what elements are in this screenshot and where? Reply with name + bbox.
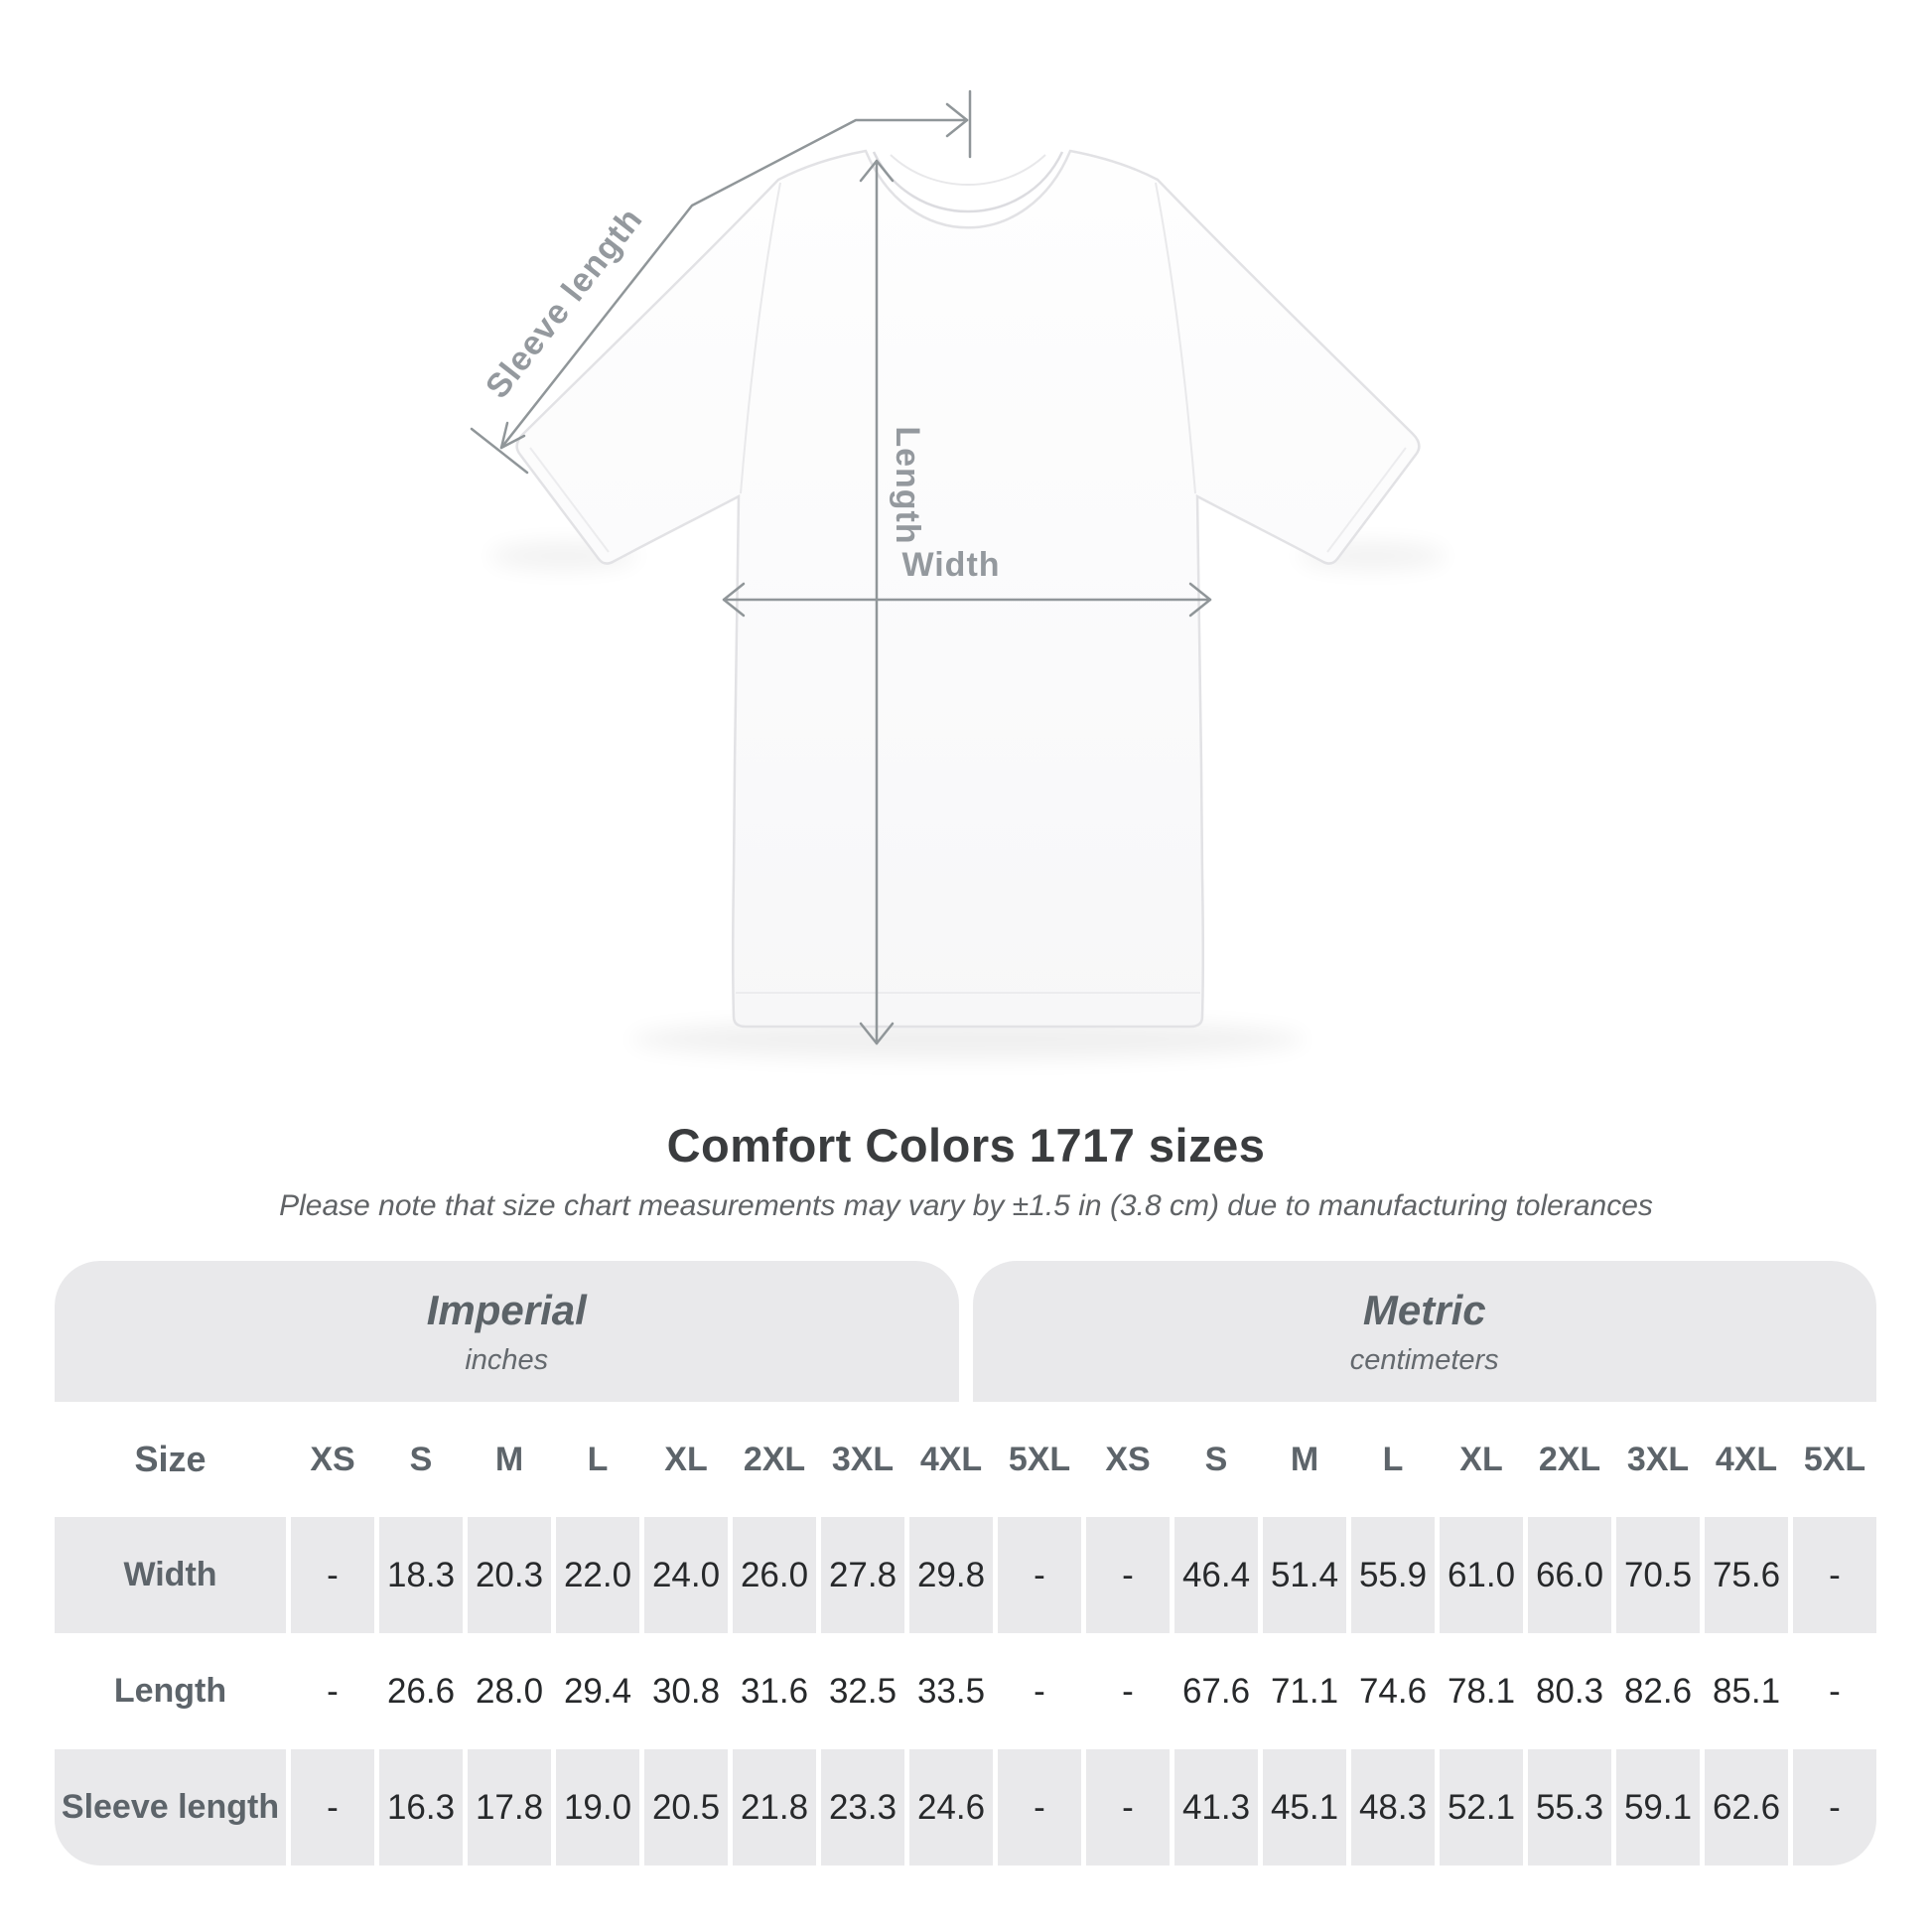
size-col-header: S xyxy=(1174,1402,1258,1517)
value-cell: 67.6 xyxy=(1174,1633,1258,1749)
value-cell: 29.4 xyxy=(556,1633,639,1749)
row-label: Width xyxy=(55,1517,286,1633)
value-cell: 82.6 xyxy=(1616,1633,1700,1749)
value-cell: 70.5 xyxy=(1616,1517,1700,1633)
value-cell: 20.3 xyxy=(468,1517,551,1633)
value-cell: 33.5 xyxy=(909,1633,993,1749)
value-cell: - xyxy=(291,1633,374,1749)
size-col-header: M xyxy=(1263,1402,1346,1517)
value-cell: 61.0 xyxy=(1440,1517,1523,1633)
page-title: Comfort Colors 1717 sizes xyxy=(666,1119,1266,1172)
page-subtitle: Please note that size chart measurements may vary by ±1.5 in (3.8 cm) due to manufacturing tolerances xyxy=(279,1189,1653,1222)
size-column-header: Size xyxy=(55,1402,286,1517)
value-cell: 45.1 xyxy=(1263,1749,1346,1865)
value-cell: 26.0 xyxy=(733,1517,816,1633)
value-cell: 24.0 xyxy=(644,1517,728,1633)
size-col-header: 3XL xyxy=(821,1402,904,1517)
tshirt-outline xyxy=(517,151,1420,1027)
size-col-header: XL xyxy=(644,1402,728,1517)
size-chart-table xyxy=(55,1261,1876,1865)
value-cell: 55.9 xyxy=(1351,1517,1435,1633)
value-cell: - xyxy=(1086,1749,1170,1865)
value-cell: 48.3 xyxy=(1351,1749,1435,1865)
value-cell: 52.1 xyxy=(1440,1749,1523,1865)
value-cell: 59.1 xyxy=(1616,1749,1700,1865)
value-cell: 74.6 xyxy=(1351,1633,1435,1749)
value-cell: 21.8 xyxy=(733,1749,816,1865)
value-cell: - xyxy=(1793,1749,1876,1865)
imperial-band-unit: inches xyxy=(465,1343,549,1376)
value-cell: 27.8 xyxy=(821,1517,904,1633)
size-col-header: L xyxy=(556,1402,639,1517)
imperial-band-title: Imperial xyxy=(426,1286,587,1333)
value-cell: 31.6 xyxy=(733,1633,816,1749)
value-cell: 17.8 xyxy=(468,1749,551,1865)
value-cell: 75.6 xyxy=(1705,1517,1788,1633)
unit-band-row xyxy=(55,1261,1876,1402)
value-cell: 20.5 xyxy=(644,1749,728,1865)
size-col-header: S xyxy=(379,1402,463,1517)
size-col-header: 4XL xyxy=(909,1402,993,1517)
value-cell: - xyxy=(998,1749,1081,1865)
value-cell: - xyxy=(998,1517,1081,1633)
value-cell: 28.0 xyxy=(468,1633,551,1749)
value-cell: 80.3 xyxy=(1528,1633,1611,1749)
value-cell: - xyxy=(998,1633,1081,1749)
value-cell: 19.0 xyxy=(556,1749,639,1865)
metric-band-unit: centimeters xyxy=(1349,1343,1499,1376)
width-label: Width xyxy=(901,546,1001,584)
value-cell: 32.5 xyxy=(821,1633,904,1749)
metric-band xyxy=(973,1261,1877,1402)
size-col-header: 2XL xyxy=(1528,1402,1611,1517)
value-cell: 26.6 xyxy=(379,1633,463,1749)
value-cell: 46.4 xyxy=(1174,1517,1258,1633)
size-col-header: XL xyxy=(1440,1402,1523,1517)
value-cell: 71.1 xyxy=(1263,1633,1346,1749)
length-label: Length xyxy=(889,426,926,545)
size-col-header: M xyxy=(468,1402,551,1517)
value-cell: 22.0 xyxy=(556,1517,639,1633)
size-col-header: L xyxy=(1351,1402,1435,1517)
imperial-band xyxy=(55,1261,959,1402)
value-cell: 85.1 xyxy=(1705,1633,1788,1749)
value-cell: 78.1 xyxy=(1440,1633,1523,1749)
value-cell: 41.3 xyxy=(1174,1749,1258,1865)
size-col-header: XS xyxy=(291,1402,374,1517)
size-col-header: 5XL xyxy=(1793,1402,1876,1517)
sleeve-length-label: Sleeve length xyxy=(478,201,650,406)
value-cell: - xyxy=(1793,1633,1876,1749)
value-cell: - xyxy=(291,1749,374,1865)
value-cell: - xyxy=(1086,1517,1170,1633)
size-col-header: 4XL xyxy=(1705,1402,1788,1517)
value-cell: 66.0 xyxy=(1528,1517,1611,1633)
size-col-header: 3XL xyxy=(1616,1402,1700,1517)
value-cell: 16.3 xyxy=(379,1749,463,1865)
value-cell: - xyxy=(291,1517,374,1633)
row-label: Length xyxy=(55,1633,286,1749)
size-col-header: 5XL xyxy=(998,1402,1081,1517)
back-collar-line xyxy=(891,155,1045,185)
value-cell: - xyxy=(1793,1517,1876,1633)
value-cell: 55.3 xyxy=(1528,1749,1611,1865)
value-cell: 18.3 xyxy=(379,1517,463,1633)
value-cell: 24.6 xyxy=(909,1749,993,1865)
value-cell: 62.6 xyxy=(1705,1749,1788,1865)
value-cell: 30.8 xyxy=(644,1633,728,1749)
value-cell: 51.4 xyxy=(1263,1517,1346,1633)
value-cell: 23.3 xyxy=(821,1749,904,1865)
size-col-header: 2XL xyxy=(733,1402,816,1517)
size-col-header: XS xyxy=(1086,1402,1170,1517)
size-grid xyxy=(55,1402,1876,1865)
metric-band-title: Metric xyxy=(1362,1286,1486,1333)
row-label: Sleeve length xyxy=(55,1749,286,1865)
value-cell: 29.8 xyxy=(909,1517,993,1633)
value-cell: - xyxy=(1086,1633,1170,1749)
